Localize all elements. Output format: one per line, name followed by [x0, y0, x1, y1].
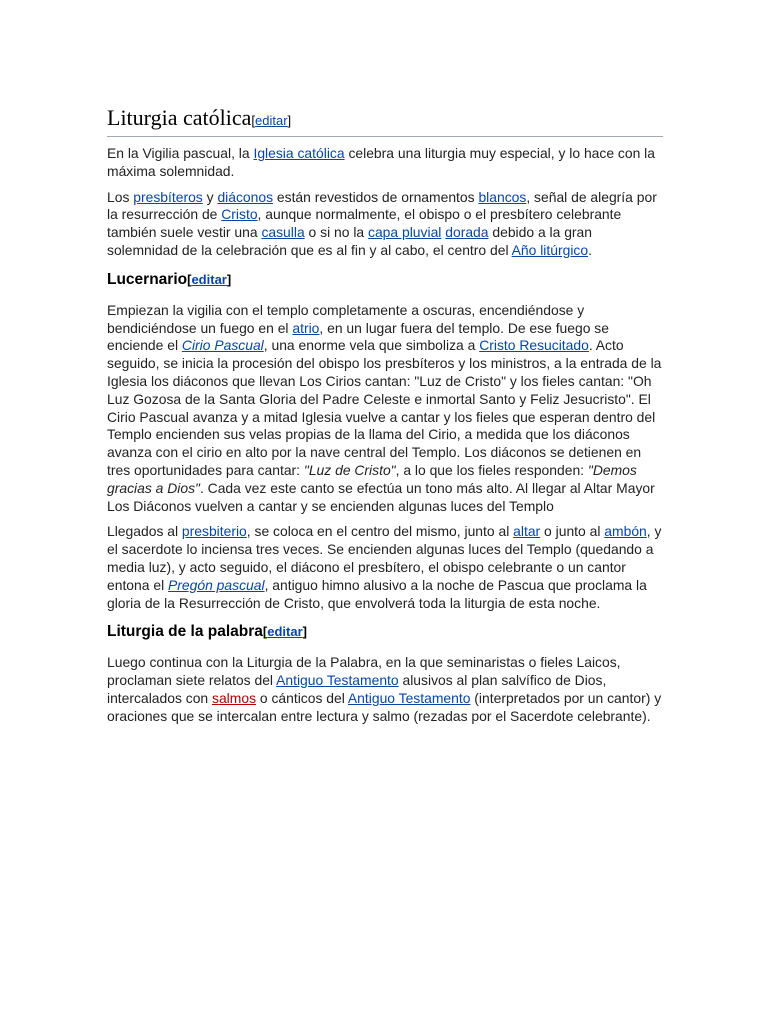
- link-blancos[interactable]: blancos: [478, 188, 527, 205]
- quote-luz-de-cristo: "Luz de Cristo": [303, 461, 396, 478]
- link-dorada[interactable]: dorada: [445, 224, 489, 241]
- link-pregon-pascual[interactable]: Pregón pascual: [168, 576, 265, 593]
- paragraph: En la Vigilia pascual, la Iglesia católica celebra una liturgia muy especial, y lo hace con la máxima solemnidad.: [107, 145, 655, 179]
- edit-link-wrapper: [editar]: [187, 271, 232, 287]
- link-cirio-pascual[interactable]: Cirio Pascual: [181, 337, 264, 354]
- link-ambon[interactable]: ambón: [604, 523, 647, 540]
- link-iglesia-catolica[interactable]: Iglesia católica: [253, 145, 345, 161]
- link-salmos[interactable]: salmos: [212, 689, 257, 706]
- edit-link-wrapper: [editar]: [251, 113, 292, 128]
- edit-link[interactable]: editar: [191, 271, 227, 287]
- edit-link[interactable]: editar: [267, 624, 303, 640]
- edit-link-wrapper: [editar]: [262, 624, 307, 640]
- section-heading-liturgia-catolica: Liturgia católica[editar]: [107, 104, 663, 137]
- link-altar[interactable]: altar: [513, 523, 541, 540]
- link-cristo-resucitado[interactable]: Cristo Resucitado: [479, 337, 589, 354]
- section-heading-lucernario: Lucernario[editar]: [107, 270, 232, 288]
- paragraph: Empiezan la vigilia con el templo completamente a oscuras, encendiéndose y bendiciéndose un fuego en el atrio, en un lugar fuera del templo. De ese fuego se enciende el Cirio Pascual, una enorme vela que simboliza a Cristo Resucitado. Acto seguido, se inicia la procesión del obispo los presbíteros y los ministros, a la entrada de la Iglesia los diáconos que llevan Los Cirios cantan: "Luz de Cristo" y los fieles cantan: "Oh Luz Gozosa de la Santa Gloria del Padre Celeste e inmortal Santo y Feliz Jesucristo". El Cirio Pascual avanza y a mitad Iglesia vuelve a cantar y los fieles que esperan dentro del Templo encienden sus velas propias de la llama del Cirio, a medida que los diáconos avanza con el cirio en alto por la nave central del Templo. Los diáconos se detienen en tres oportunidades para cantar: "Luz de Cristo", a lo que los fieles responden: "Demos gracias a Dios". Cada vez este canto se efectúa un tono más alto. Al llegar al Altar Mayor Los Diáconos vuelven a cantar y se encienden algunas luces del Templo: [107, 301, 662, 514]
- paragraph: Llegados al presbiterio, se coloca en el centro del mismo, junto al altar o junto al ambón, y el sacerdote lo inciensa tres veces. Se encienden algunas luces del Templo (quedando a media luz), y acto seguido, el diácono el presbítero, el obispo celebrante o un cantor entona el Pregón pascual, antiguo himno alusivo a la noche de Pascua que proclama la gloria de la Resurrección de Cristo, que envolverá toda la liturgia de esta noche.: [107, 523, 662, 611]
- article-content: [107, 104, 663, 726]
- link-cristo[interactable]: Cristo: [221, 206, 258, 223]
- link-casulla[interactable]: casulla: [261, 224, 305, 241]
- link-atrio[interactable]: atrio: [292, 319, 320, 336]
- link-capa-pluvial[interactable]: capa pluvial: [368, 224, 442, 241]
- link-antiguo-testamento[interactable]: Antiguo Testamento: [276, 672, 399, 689]
- edit-link[interactable]: editar: [255, 113, 288, 128]
- quote-demos-gracias: "Demos gracias a Dios": [107, 461, 637, 496]
- paragraph: Luego continua con la Liturgia de la Palabra, en la que seminaristas o fieles Laicos, proclaman siete relatos del Antiguo Testamento alusivos al plan salvífico de Dios, intercalados con salmos o cánticos del Antiguo Testamento (interpretados por un cantor) y oraciones que se intercalan entre lectura y salmo (rezadas por el Sacerdote celebrante).: [107, 654, 662, 724]
- link-diaconos[interactable]: diáconos: [217, 188, 274, 205]
- link-presbiteros[interactable]: presbíteros: [133, 188, 203, 205]
- link-antiguo-testamento[interactable]: Antiguo Testamento: [347, 689, 471, 706]
- link-presbiterio[interactable]: presbiterio: [181, 523, 247, 540]
- section-heading-liturgia-de-la-palabra: Liturgia de la palabra[editar]: [107, 623, 307, 641]
- link-ano-liturgico[interactable]: Año litúrgico: [511, 241, 589, 258]
- paragraph: Los presbíteros y diáconos están revestidos de ornamentos blancos, señal de alegría por la resurrección de Cristo, aunque normalmente, el obispo o el presbítero celebrante también suele vestir una casulla o si no la capa pluvial dorada debido a la gran solemnidad de la celebración que es al fin y al cabo, el centro del Año litúrgico.: [107, 188, 657, 258]
